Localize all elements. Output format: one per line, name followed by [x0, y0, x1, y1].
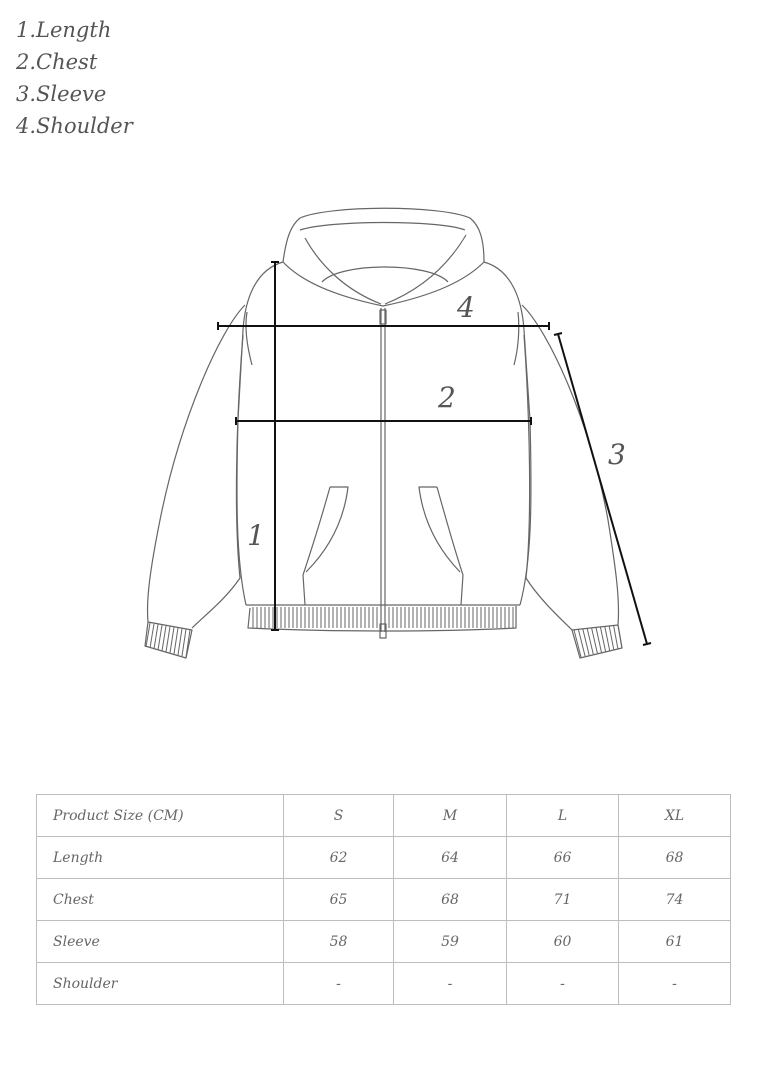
- legend-item-sleeve: 3.Sleeve: [16, 82, 107, 106]
- body-left-side: [237, 262, 283, 605]
- table-cell: -: [619, 963, 731, 1005]
- hood-fold-right: [385, 235, 466, 304]
- header-cell: Product Size (CM): [37, 795, 284, 837]
- right-armhole-seam: [514, 312, 519, 365]
- table-row: [37, 837, 731, 879]
- table-row: [37, 879, 731, 921]
- left-sleeve-outer: [148, 305, 246, 622]
- header-cell: XL: [619, 795, 731, 837]
- table-cell: 71: [507, 879, 619, 921]
- hood-inner-line: [300, 223, 465, 231]
- table-cell: 58: [284, 921, 394, 963]
- left-cuff: [145, 622, 192, 658]
- row-label: Length: [37, 837, 284, 879]
- shoulder-label: 4: [457, 291, 475, 324]
- neck-band: [322, 267, 448, 282]
- size-chart-table: [36, 794, 731, 1005]
- table-cell: 74: [619, 879, 731, 921]
- legend-item-shoulder: 4.Shoulder: [16, 114, 133, 138]
- body-right-side: [484, 262, 531, 605]
- table-cell: 66: [507, 837, 619, 879]
- table-cell: 68: [619, 837, 731, 879]
- header-cell: M: [394, 795, 507, 837]
- header-cell: L: [507, 795, 619, 837]
- table-cell: 59: [394, 921, 507, 963]
- left-pocket-outer: [303, 487, 330, 605]
- right-sleeve-outer: [522, 305, 619, 625]
- table-cell: -: [394, 963, 507, 1005]
- table-cell: 62: [284, 837, 394, 879]
- right-pocket-outer: [437, 487, 463, 605]
- table-header-row: [37, 795, 731, 837]
- measurement-legend: [16, 14, 133, 142]
- hood-fold-left: [305, 238, 381, 304]
- waistband: [248, 606, 516, 631]
- legend-item-chest: 2.Chest: [16, 50, 98, 74]
- length-label: 1: [247, 519, 265, 552]
- table-row: [37, 921, 731, 963]
- row-label: Shoulder: [37, 963, 284, 1005]
- table-cell: -: [507, 963, 619, 1005]
- table-cell: 68: [394, 879, 507, 921]
- table-cell: 64: [394, 837, 507, 879]
- right-pocket-opening: [419, 487, 460, 572]
- row-label: Sleeve: [37, 921, 284, 963]
- left-sleeve-inner: [192, 335, 243, 628]
- table-cell: 61: [619, 921, 731, 963]
- table-cell: -: [284, 963, 394, 1005]
- hood-opening: [283, 262, 484, 306]
- left-armhole-seam: [246, 312, 252, 365]
- hoodie-outline: [145, 208, 622, 658]
- hoodie-diagram: [0, 190, 766, 670]
- legend-item-length: 1.Length: [16, 18, 112, 42]
- sleeve-label: 3: [608, 438, 626, 471]
- zipper: [381, 308, 385, 632]
- table-row: [37, 963, 731, 1005]
- table-cell: 65: [284, 879, 394, 921]
- hood-outline: [283, 208, 484, 262]
- header-cell: S: [284, 795, 394, 837]
- chest-label: 2: [438, 381, 456, 414]
- table-cell: 60: [507, 921, 619, 963]
- row-label: Chest: [37, 879, 284, 921]
- rib-texture: [146, 607, 622, 657]
- sleeve-line: [558, 334, 647, 644]
- measurement-lines: [218, 262, 651, 645]
